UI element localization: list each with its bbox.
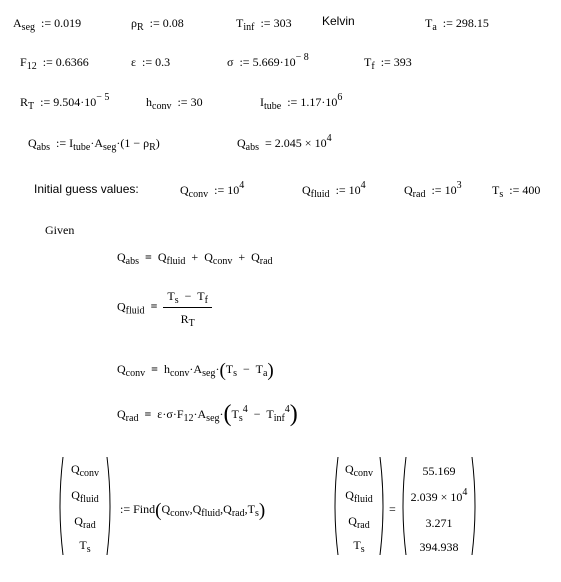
left-paren: ( [155,500,162,521]
matrix-cell: $Q_{conv}$ [344,462,374,479]
equals-operator: = [265,136,272,150]
var-symbol: σ [166,407,173,421]
matrix-cell: $Q_{fluid}$ [71,488,99,505]
var-symbol: Q [157,250,167,264]
var-symbol: T [364,55,372,69]
var-value: 5.669·10 [252,55,296,69]
var-subscript: rad [125,413,139,424]
var-subscript: s [174,295,179,306]
multiply-dot: · [116,136,121,150]
assign-operator: := [214,183,225,197]
result-value: 394.938 [419,540,459,554]
var-subscript: conv [188,189,209,200]
var-value: 303 [273,16,292,30]
minus-operator: − [253,407,261,421]
var-value: 2.045 × 10 [274,136,327,150]
bool-equals-operator: = [150,299,158,314]
initial-guess-label: Initial guess values: [34,182,139,196]
var-symbol: ρ [131,16,137,30]
var-value: 10 [227,183,240,197]
var-value: 0.08 [162,16,184,30]
var-symbol: h [163,362,170,376]
matrix-cell: $Q_{fluid}$ [345,488,373,505]
var-symbol: Q [404,183,413,197]
var-symbol: T [167,289,175,303]
def-a-seg[interactable] [13,16,82,33]
var-symbol: h [146,95,152,109]
var-exponent: 4 [326,133,332,144]
assign-operator: := [149,16,160,30]
equation-convection[interactable] [117,360,274,381]
multiply-dot: · [219,407,224,421]
assign-operator: := [56,136,67,150]
var-subscript: tube [264,101,282,112]
find-target-vector[interactable] [57,454,113,558]
bool-equals-operator: = [144,407,152,421]
result-vector-labels[interactable] [332,454,386,558]
fraction [163,288,212,327]
var-symbol: Q [28,136,37,150]
expr-subscript: R [149,142,156,153]
var-symbol: Q [302,183,311,197]
var-subscript: a [432,22,437,33]
var-symbol: R [180,312,189,326]
var-symbol: T [225,362,234,376]
assign-operator: := [42,55,53,69]
find-call[interactable]: := $Find(Q_{conv},Q_{fluid},Q_{rad},T_s)$ [120,500,266,521]
var-subscript: inf [243,22,255,33]
function-name: Find [133,502,156,516]
guess-t-s[interactable] [492,183,541,200]
var-subscript: seg [202,368,216,379]
assign-operator: := [442,16,453,30]
var-value: 30 [190,95,203,109]
assign-operator: := [142,55,153,69]
var-symbol: A [193,362,203,376]
var-symbol: A [13,16,22,30]
var-value: 0.019 [54,16,82,30]
var-value: 400 [522,183,541,197]
var-symbol: F [176,407,184,421]
assign-operator: := [40,95,51,109]
var-subscript: f [371,61,375,72]
var-symbol: R [20,95,29,109]
var-symbol: T [266,407,274,421]
multiply-dot: · [193,407,198,421]
assign-operator: := [177,95,188,109]
var-symbol: F [20,55,27,69]
var-exponent: 3 [456,180,462,191]
bool-equals-operator: = [151,362,158,376]
matrix-cell: $T_s$ [353,538,365,555]
var-symbol: σ [227,55,234,69]
assign-operator: := [431,183,442,197]
multiply-dot: · [162,407,167,421]
var-subscript: fluid [125,305,145,317]
var-value: 0.3 [155,55,171,69]
var-symbol: Q [117,407,126,421]
var-subscript: inf [273,413,285,424]
right-paren: ) [258,500,266,521]
var-subscript: conv [212,256,233,267]
var-value: 10 [444,183,457,197]
multiply-dot: · [90,136,95,150]
equation-radiation[interactable] [117,401,298,427]
assign-operator: := [380,55,391,69]
var-subscript: abs [125,256,140,267]
var-value: 1.17·10 [300,95,338,109]
expr-subscript: tube [73,142,91,153]
def-r-t[interactable] [20,92,110,112]
assign-operator: := [260,16,271,30]
var-subscript: seg [206,413,220,424]
result-value: 3.271 [425,516,453,530]
result-vector-values[interactable] [400,454,478,558]
equation-energy-balance[interactable] [117,250,273,267]
var-subscript: 12 [26,61,37,72]
var-symbol: Q [237,136,246,150]
def-t-f[interactable] [364,55,412,72]
expr-subscript: seg [103,142,117,153]
def-q-abs[interactable] [28,136,160,153]
assign-operator: := [335,183,346,197]
var-symbol: T [492,183,500,197]
given-keyword[interactable]: Given [45,223,75,237]
left-paren: ( [223,401,232,427]
var-subscript: s [499,189,504,200]
var-exponent: 4 [242,404,248,415]
multiply-dot: · [189,362,194,376]
var-subscript: fluid [310,189,330,200]
var-subscript: fluid [166,256,186,267]
var-symbol: T [231,407,239,421]
var-symbol: Q [251,250,260,264]
result-equals: = [389,502,396,516]
bool-equals-operator: = [145,250,152,264]
var-symbol: T [425,16,433,30]
var-subscript: s [238,413,243,424]
multiply-dot: · [215,362,220,376]
var-subscript: R [137,22,144,33]
matrix-cell: $Q_{conv}$ [70,462,100,479]
fraction-numerator [163,288,212,307]
expr-a-seg: A [94,136,104,150]
expr-i-tube: I [69,136,74,150]
var-exponent: 4 [284,404,290,415]
var-subscript: abs [36,142,51,153]
guess-q-conv[interactable] [180,180,245,200]
guess-q-fluid[interactable] [302,180,366,200]
def-h-conv[interactable] [146,95,203,112]
var-subscript: conv [152,101,172,112]
var-symbol: ε [157,407,163,421]
var-symbol: ε [131,55,137,69]
assign-operator: := [239,55,250,69]
var-exponent: 6 [337,92,343,103]
def-i-tube[interactable] [260,92,343,112]
var-value: 9.504·10 [53,95,97,109]
var-subscript: s [233,368,238,379]
assign-operator: := [120,502,131,516]
var-symbol: Q [117,299,126,314]
var-subscript: f [204,295,208,306]
unit-kelvin: Kelvin [322,14,355,28]
matrix-cell: $Q_{rad}$ [74,514,96,531]
def-t-a[interactable] [425,16,489,33]
var-subscript: abs [245,142,260,153]
left-paren: ( [219,360,226,381]
var-symbol: Q [180,183,189,197]
var-subscript: seg [21,22,36,33]
multiply-dot: · [172,407,177,421]
result-value: $2.039 \times 10^4$ [410,487,468,504]
var-subscript: conv [125,368,146,379]
assign-operator: := [509,183,520,197]
def-sigma[interactable] [227,52,309,69]
var-value: 0.6366 [55,55,89,69]
guess-q-rad[interactable] [404,180,462,200]
var-exponent: 4 [239,180,245,191]
assign-operator: := [287,95,298,109]
plus-operator: + [238,250,246,264]
result-value: 55.169 [422,464,456,478]
matrix-cell: $T_s$ [79,538,91,555]
var-symbol: T [255,362,263,376]
var-subscript: 12 [183,413,194,424]
var-symbol: A [197,407,207,421]
var-symbol: I [260,95,264,109]
minus-operator: − [184,289,192,303]
var-subscript: rad [259,256,273,267]
var-symbol: Q [117,250,126,264]
var-subscript: T [28,101,35,112]
expr-reflectance: (1 − ρ [120,136,150,150]
matrix-cell: $Q_{rad}$ [348,514,370,531]
var-value: 10 [348,183,361,197]
var-value: 393 [393,55,412,69]
var-subscript: conv [169,368,190,379]
expr-close-paren: ) [155,136,160,150]
var-value: 298.15 [455,16,489,30]
var-symbol: T [197,289,205,303]
minus-operator: − [243,362,250,376]
equation-fluid-heat[interactable] [117,288,212,327]
def-t-inf[interactable] [236,16,292,33]
var-subscript: rad [412,189,426,200]
right-paren: ) [289,401,298,427]
var-symbol: Q [204,250,213,264]
var-subscript: a [262,368,268,379]
def-epsilon[interactable] [131,55,170,69]
var-subscript: T [188,318,195,329]
var-exponent: − 8 [295,52,309,63]
right-paren: ) [267,360,274,381]
var-symbol: Q [117,362,126,376]
fraction-denominator [163,308,212,327]
plus-operator: + [191,250,199,264]
var-exponent: − 5 [96,92,110,103]
result-q-abs[interactable] [237,133,332,153]
assign-operator: := [41,16,52,30]
def-f12[interactable] [20,55,89,72]
var-exponent: 4 [360,180,366,191]
def-rho-r[interactable] [131,16,184,33]
var-symbol: T [236,16,244,30]
